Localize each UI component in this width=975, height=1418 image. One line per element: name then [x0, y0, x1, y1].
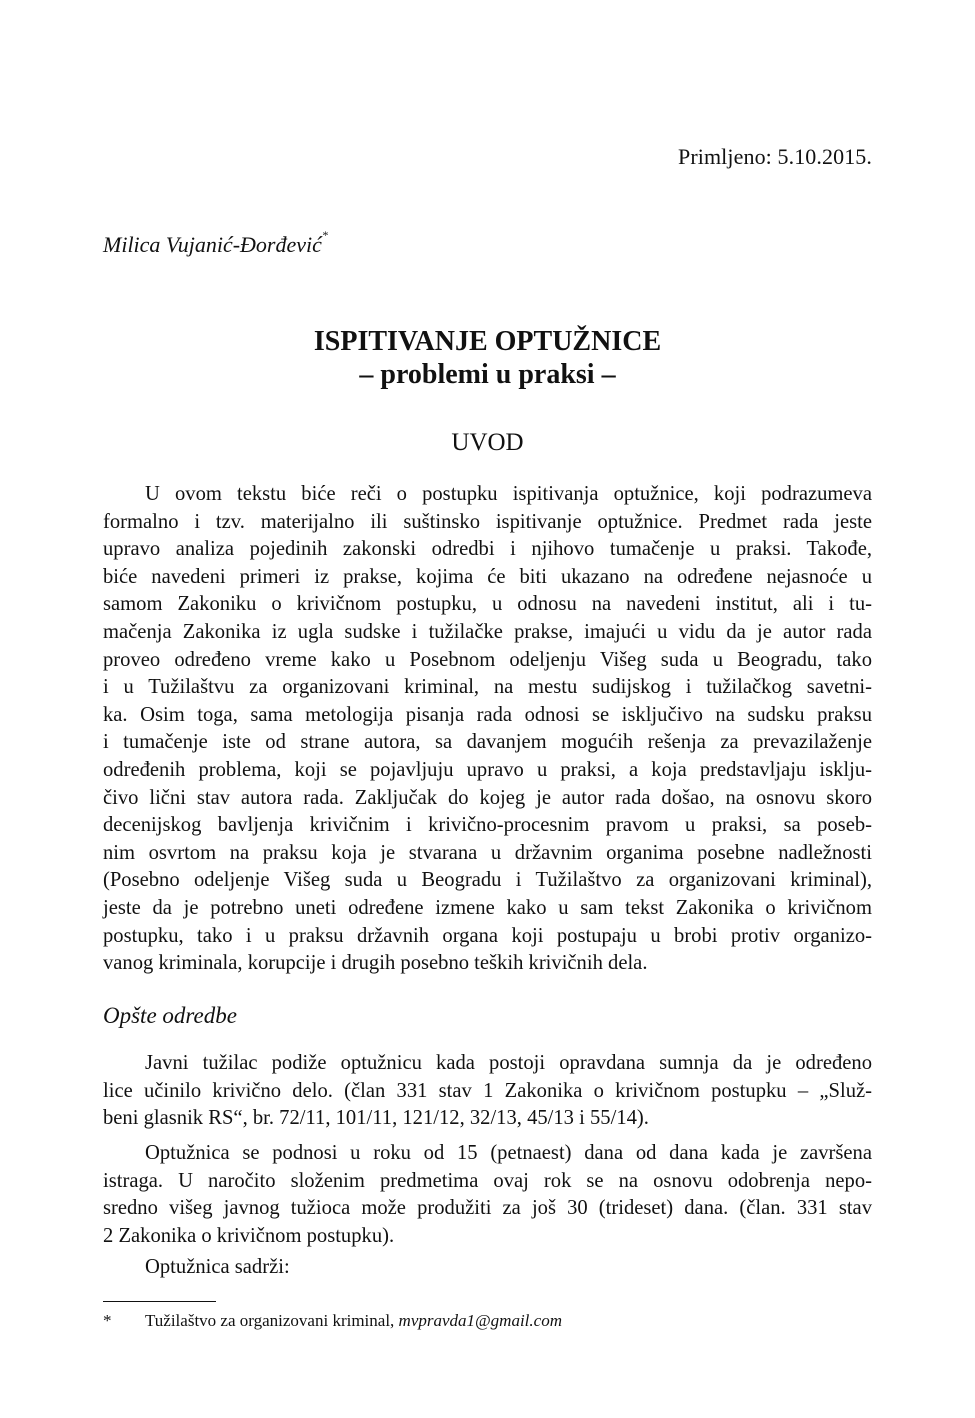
text-line: (Posebno odeljenje Višeg suda u Beogradu i Tužilaštvo za organizovani kriminal),: [103, 869, 872, 892]
general-paragraph-1: [103, 1050, 872, 1133]
author-footnote-mark: *: [321, 228, 328, 242]
text-line: 2 Zakonika o krivičnom postupku).: [103, 1224, 395, 1247]
general-paragraph-2: [103, 1140, 872, 1250]
intro-paragraph: [103, 481, 872, 978]
text-line: samom Zakoniku o krivičnom postupku, u odnosu na navedeni institut, ali i tu-: [103, 593, 872, 616]
text-line: Optužnica sadrži:: [145, 1256, 290, 1278]
author-name-text: Milica Vujanić-Đorđević: [103, 232, 322, 257]
footnote: [103, 1311, 562, 1331]
text-line: mačenja Zakonika iz ugla sudske i tužilačke prakse, imajući u vidu da je autor rada: [103, 620, 872, 643]
footnote-divider: [103, 1301, 216, 1302]
text-line: Javni tužilac podiže optužnicu kada postoji opravdana sumnja da je određeno: [145, 1052, 872, 1074]
section-heading-general: Opšte odredbe: [103, 1003, 237, 1028]
text-line: beni glasnik RS“, br. 72/11, 101/11, 121/12, 32/13, 45/13 i 55/14).: [103, 1107, 649, 1130]
text-line: upravo analiza pojedinih zakonski odredbi i njihovo tumačenje u praksi. Takođe,: [103, 538, 872, 561]
text-line: ka. Osim toga, sama metologija pisanja rada odnosi se isključivo na sudsku praksu: [103, 703, 872, 726]
text-line: postupku, tako i u praksu državnih organa koji postupaju u brobi protiv organizo-: [103, 924, 872, 947]
article-title: [0, 325, 975, 391]
text-line: vanog kriminala, korupcije i drugih posebno teških krivičnih dela.: [103, 952, 648, 975]
general-paragraph-3: [103, 1254, 872, 1282]
section-heading-intro: UVOD: [451, 429, 524, 456]
footnote-text: Tužilaštvo za organizovani kriminal,: [145, 1311, 399, 1330]
text-line: istraga. U naročito složenim predmetima ovaj rok se na osnovu odobrenja nepo-: [103, 1169, 872, 1192]
received-date: Primljeno: 5.10.2015.: [678, 144, 872, 169]
text-line: formalno i tzv. materijalno ili suštinsko ispitivanje optužnice. Predmet rada jeste: [103, 510, 872, 533]
text-line: lice učinilo krivično delo. (član 331 stav 1 Zakonika o krivičnom postupku – „Služ-: [103, 1079, 872, 1102]
text-line: i u Tužilaštvu za organizovani kriminal, na mestu sudijskog i tužilačkog savetni-: [103, 676, 872, 699]
text-line: čivo lični stav autora rada. Zaključak do kojeg je autor rada došao, na osnovu skoro: [103, 786, 872, 809]
text-line: nim osvrtom na praksu koja je stvarana u državnim organima posebne nadležnosti: [103, 841, 872, 864]
text-line: biće navedeni primeri iz prakse, kojima će biti ukazano na određene nejasnoće u: [103, 565, 872, 588]
text-line: jeste da je potrebno uneti određene izmene kako u sam tekst Zakonika o krivičnom: [103, 896, 872, 919]
author-name: [103, 228, 328, 258]
footnote-email: mvpravda1@gmail.com: [398, 1311, 562, 1330]
text-line: određenih problema, koji se pojavljuju upravo u praksi, a koja predstavljaju isklju-: [103, 758, 872, 781]
title-main: ISPITIVANJE OPTUŽNICE: [313, 326, 662, 357]
text-line: i tumačenje iste od strane autora, sa davanjem mogućih rešenja za prevazilaženje: [103, 731, 872, 754]
text-line: sredno višeg javnog tužioca može produžiti za još 30 (trideset) dana. (član. 331 stav: [103, 1197, 872, 1220]
text-line: Optužnica se podnosi u roku od 15 (petnaest) dana od dana kada je završena: [145, 1142, 872, 1164]
text-line: U ovom tekstu biće reči o postupku ispitivanja optužnice, koji podrazumeva: [145, 483, 872, 505]
footnote-mark: *: [103, 1311, 112, 1330]
text-line: proveo određeno vreme kako u Posebnom odeljenju Višeg suda u Beogradu, tako: [103, 648, 872, 671]
text-line: decenijskog bavljenja krivičnim i krivično-procesnim pravom u praksi, sa poseb-: [103, 814, 872, 837]
title-subtitle: – problemi u praksi –: [359, 359, 616, 390]
